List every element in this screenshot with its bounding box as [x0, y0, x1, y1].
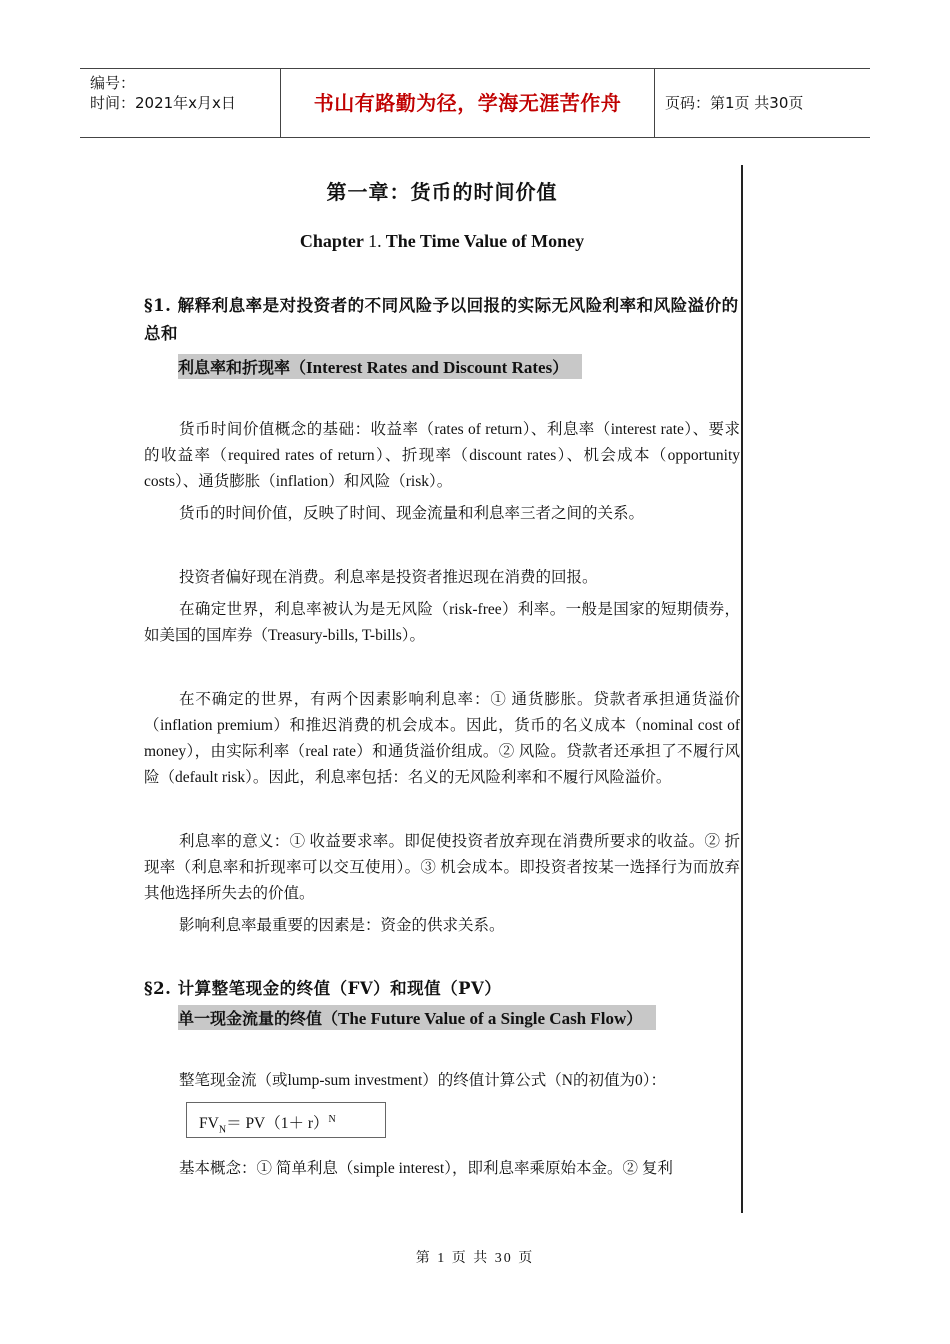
section-2-subheading [178, 1005, 656, 1030]
date-label: 时间：2021年x月x日 [90, 94, 236, 112]
paragraph: 基本概念：① 简单利息（simple interest），即利息率乘原始本金。② 复利 [179, 1160, 673, 1177]
chapter-english-title [144, 231, 740, 252]
section-1-subheading [178, 354, 582, 379]
paragraph: 货币时间价值概念的基础：收益率（rates of return）、利息率（interest rate）、要求的收益率（required rates of return）、折现率（discount rates）、机会成本（opportunity costs）、通货膨胀（inflation）和风险（risk）。 [144, 421, 740, 490]
header-left-cell [80, 69, 281, 137]
document-body [144, 170, 740, 1182]
formula-rhs: ＝ PV（1＋ r） [226, 1115, 329, 1133]
paragraph: 投资者偏好现在消费。利息率是投资者推迟现在消费的回报。 [179, 569, 598, 586]
page-footer: 第 1 页 共 30 页 [415, 1251, 535, 1266]
page-header [80, 68, 870, 138]
subheading-close: ） [552, 358, 569, 377]
right-margin-line [741, 165, 743, 1213]
paragraph: 利息率的意义：① 收益要求率。即促使投资者放弃现在消费所要求的收益。② 折现率（利息率和折现率可以交互使用）。③ 机会成本。即投资者按某一选择行为而放弃其他选择所失去的价值。 [144, 833, 740, 902]
subheading-cn: 单一现金流量的终值（ [178, 1009, 339, 1028]
formula-lhs-subscript: N [218, 1124, 227, 1136]
header-page-code: 页码：第1页 共30页 [665, 94, 804, 112]
chapter-en-name: The Time Value of Money [385, 231, 585, 251]
chapter-title: 第一章：货币的时间价值 [326, 180, 558, 204]
paragraph: 在确定世界，利息率被认为是无风险（risk-free）利率。一般是国家的短期债券，如美国的国库券（Treasury-bills, T-bills）。 [144, 601, 740, 644]
chapter-en-prefix: Chapter [299, 231, 364, 251]
subheading-cn: 利息率和折现率（ [178, 358, 307, 377]
paragraph: 整笔现金流（或lump-sum investment）的终值计算公式（N的初值为0）： [179, 1072, 666, 1089]
section-2-heading: §2. 计算整笔现金的终值（FV）和现值（PV） [144, 979, 502, 998]
subheading-en: Interest Rates and Discount Rates [306, 358, 553, 377]
formula-rhs-superscript: N [328, 1114, 336, 1125]
chapter-en-number: 1. [368, 231, 382, 251]
formula-lhs: FV [199, 1115, 219, 1133]
header-motto: 书山有路勤为径，学海无涯苦作舟 [281, 69, 655, 137]
subheading-en: The Future Value of a Single Cash Flow [338, 1009, 627, 1028]
section-1-heading: §1. 解释利息率是对投资者的不同风险予以回报的实际无风险利率和风险溢价的总和 [144, 296, 739, 343]
paragraph: 货币的时间价值，反映了时间、现金流量和利息率三者之间的关系。 [179, 505, 645, 522]
formula-box [186, 1102, 386, 1138]
subheading-close: ） [626, 1009, 643, 1028]
serial-label: 编号： [90, 74, 136, 92]
paragraph: 在不确定的世界，有两个因素影响利息率：① 通货膨胀。贷款者承担通货溢价（inflation premium）和推迟消费的机会成本。因此，货币的名义成本（nominal cost of money），由实际利率（real rate）和通货溢价组成。② 风险。贷款者还承担了不履行风险（default risk）。因此，利息率包括：名义的无风险利率和不履行风险溢价。 [144, 691, 740, 786]
paragraph: 影响利息率最重要的因素是：资金的供求关系。 [179, 917, 505, 934]
